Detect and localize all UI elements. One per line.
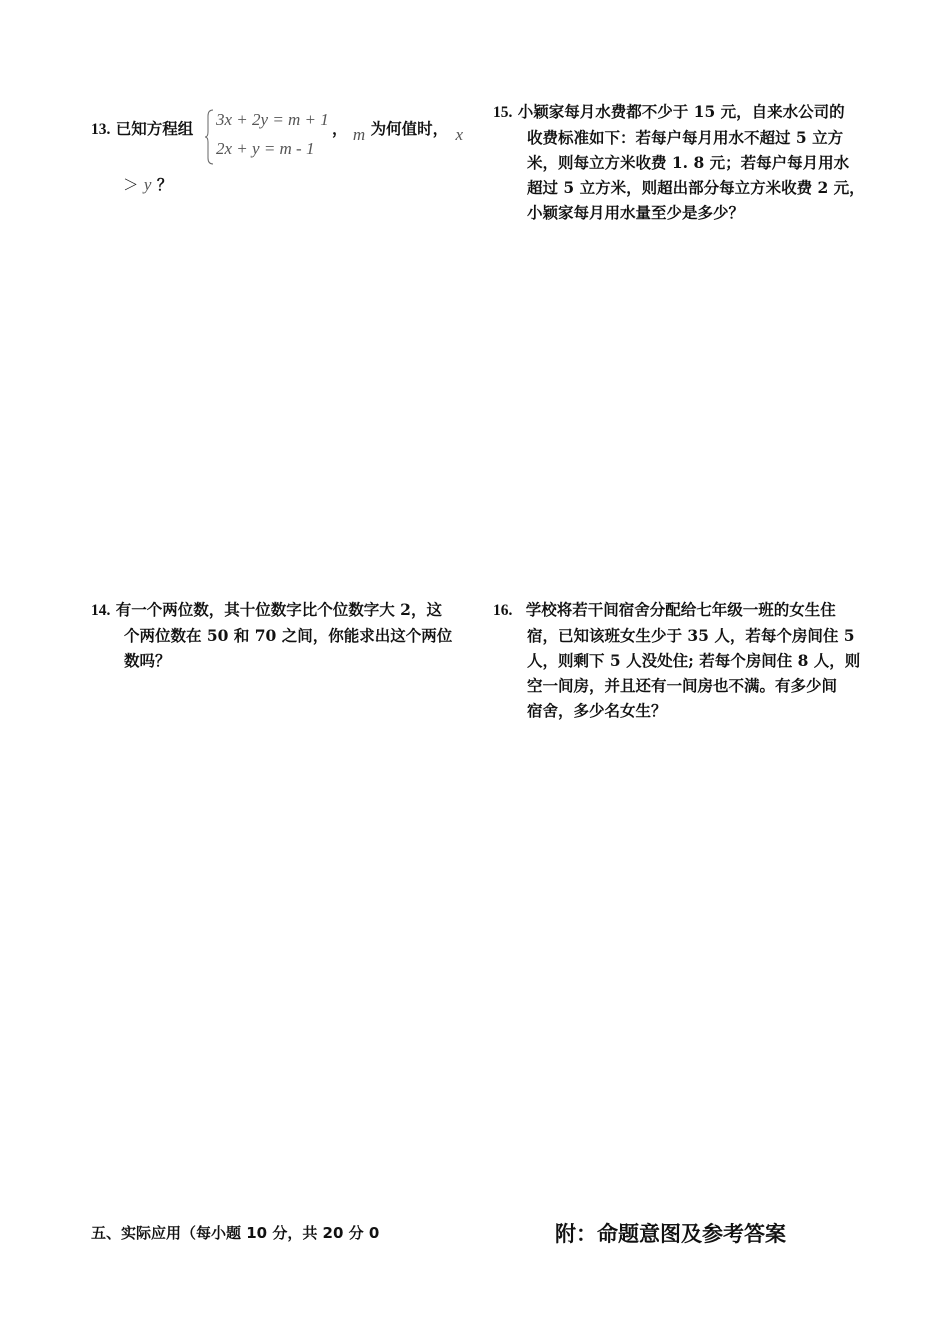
question-16: [493, 597, 873, 723]
question-14: [91, 597, 471, 673]
question-line: 米，则每立方米收费 1. 8 元；若每户每月用水: [527, 153, 850, 172]
question-line: 个两位数在 50 和 70 之间，你能求出这个两位: [124, 626, 453, 645]
question-line: 小颖家每月用水量至少是多少？: [527, 203, 745, 222]
question-number: 16.: [493, 602, 513, 619]
question-line: 数吗？: [124, 651, 171, 670]
equation-1: 3x + 2y = m + 1: [216, 110, 329, 129]
question-line: 宿，已知该班女生少于 35 人，若每个房间住 5: [527, 626, 855, 645]
question-line: 人，则剩下 5 人没处住; 若每个房间住 8 人，则: [527, 651, 861, 670]
appendix-heading: 附：命题意图及参考答案: [555, 1221, 786, 1246]
comma: ，: [332, 119, 348, 138]
question-15: [493, 99, 873, 225]
question-number: 15.: [493, 104, 513, 121]
greater-than-sign: ＞: [123, 176, 139, 194]
equation-2: 2x + y = m - 1: [216, 139, 315, 158]
question-text: 为何值时，: [370, 119, 449, 138]
question-end: ？: [156, 175, 173, 194]
question-number: 14.: [91, 602, 111, 619]
question-13: [91, 116, 193, 142]
question-line: 空一间房，并且还有一间房也不满。有多少间: [527, 676, 838, 695]
question-13-cont: [332, 116, 464, 144]
question-number: 13.: [91, 121, 111, 138]
question-line: 小颖家每月水费都不少于 15 元，自来水公司的: [517, 102, 845, 121]
variable-x: x: [455, 125, 464, 144]
brace-icon: [204, 108, 214, 166]
question-line: 超过 5 立方米，则超出部分每立方米收费 2 元，: [527, 178, 865, 197]
equation-system: [204, 108, 344, 166]
question-text: 已知方程组: [115, 119, 194, 138]
variable-y: y: [143, 175, 152, 194]
section-heading: 五、实际应用（每小题 10 分，共 20 分 0: [91, 1224, 380, 1242]
question-line: 有一个两位数，其十位数字比个位数字大 2，这: [115, 600, 442, 619]
question-line: 收费标准如下：若每户每月用水不超过 5 立方: [527, 128, 844, 147]
question-line: 宿舍，多少名女生？: [527, 701, 667, 720]
question-13-line2: [123, 172, 172, 198]
variable-m: m: [352, 125, 366, 144]
question-line: 学校将若干间宿舍分配给七年级一班的女生住: [525, 600, 836, 619]
